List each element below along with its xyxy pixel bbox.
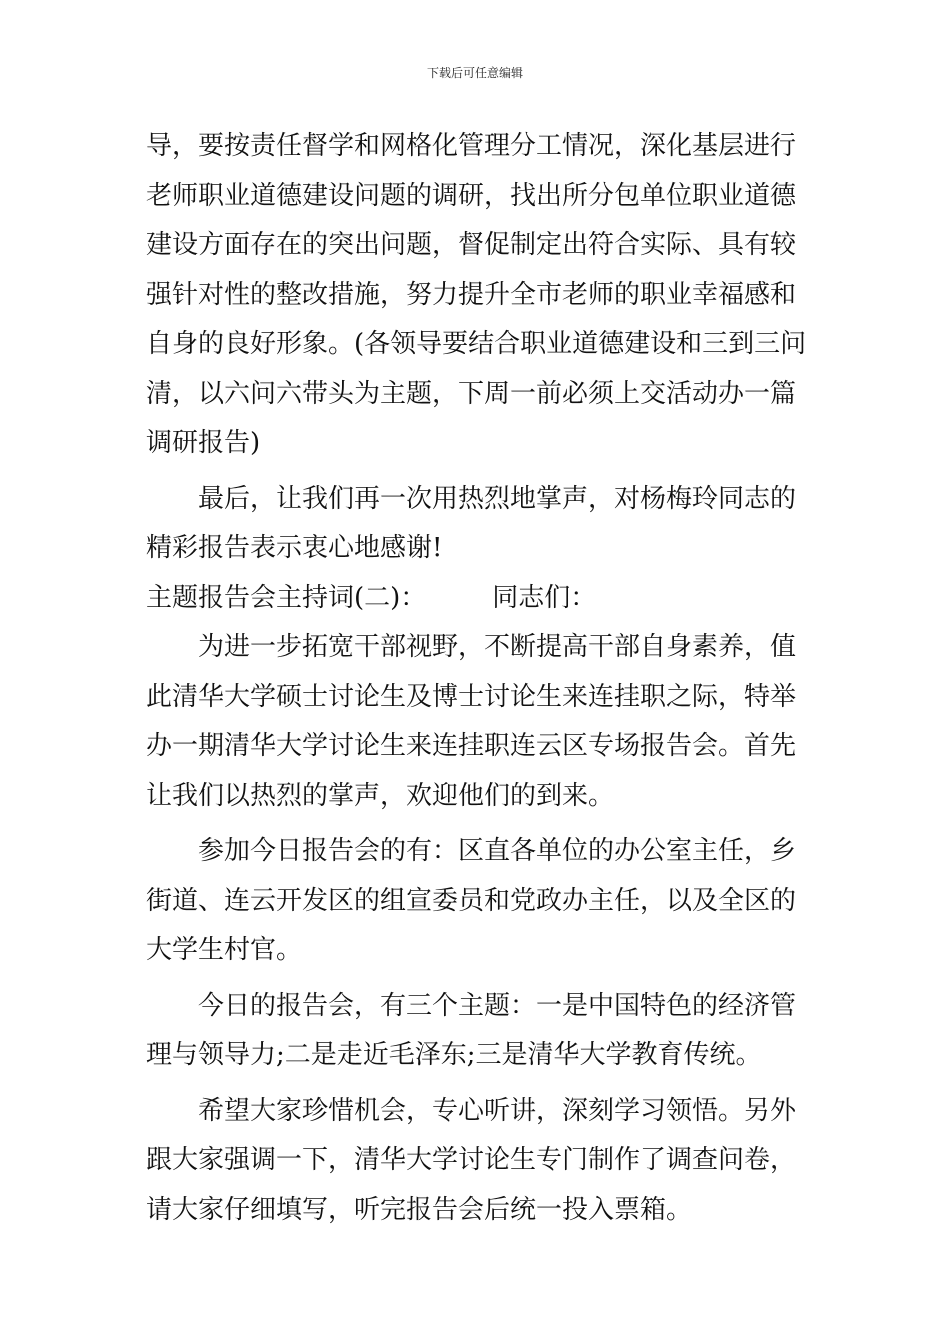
section-title: 主题报告会主持词(二)： (146, 582, 427, 613)
text-line: 老师职业道德建设问题的调研，找出所分包单位职业道德 (146, 180, 797, 211)
text-line: 清，以六问六带头为主题，下周一前必须上交活动办一篇 (146, 378, 797, 409)
text-line: 请大家仔细填写，听完报告会后统一投入票箱。 (146, 1194, 693, 1225)
text-line: 为进一步拓宽干部视野，不断提高干部自身素养，值 (198, 632, 797, 662)
section-heading (146, 574, 816, 624)
paragraph (146, 475, 816, 574)
text-line: 大学生村官。 (146, 935, 303, 965)
text-line: 精彩报告表示衷心地感谢! (146, 533, 443, 563)
text-line: 参加今日报告会的有：区直各单位的办公室主任，乡 (198, 836, 797, 866)
text-line: 建设方面存在的突出问题，督促制定出符合实际、具有较 (146, 230, 797, 260)
text-line: 自身的良好形象。(各领导要结合职业道德建设和三到三问 (146, 329, 807, 359)
text-line: 街道、连云开发区的组宣委员和党政办主任，以及全区的 (146, 885, 797, 916)
text-line: 让我们以热烈的掌声，欢迎他们的到来。 (146, 780, 615, 811)
text-line: 此清华大学硕士讨论生及博士讨论生来连挂职之际，特举 (146, 681, 797, 712)
paragraph (146, 827, 816, 976)
paragraph (146, 122, 816, 469)
text-line: 强针对性的整改措施，努力提升全市老师的职业幸福感和 (146, 279, 797, 310)
text-line: 希望大家珍惜机会，专心听讲，深刻学习领悟。另外 (198, 1095, 797, 1126)
text-line: 调研报告) (146, 428, 261, 458)
paragraph (146, 1087, 816, 1236)
page-header: 下载后可任意编辑 (426, 66, 523, 80)
text-line: 导，要按责任督学和网格化管理分工情况，深化基层进行 (146, 131, 797, 161)
greeting: 同志们： (492, 582, 597, 613)
text-line: 理与领导力;二是走近毛泽东;三是清华大学教育传统。 (146, 1040, 762, 1070)
text-line: 今日的报告会，有三个主题：一是中国特色的经济管 (198, 990, 797, 1021)
paragraph (146, 623, 816, 821)
document-body (146, 122, 816, 1235)
text-line: 最后，让我们再一次用热烈地掌声，对杨梅玲同志的 (198, 483, 797, 514)
paragraph (146, 982, 816, 1081)
text-line: 办一期清华大学讨论生来连挂职连云区专场报告会。首先 (146, 731, 797, 761)
text-line: 跟大家强调一下，清华大学讨论生专门制作了调查问卷， (146, 1145, 797, 1175)
